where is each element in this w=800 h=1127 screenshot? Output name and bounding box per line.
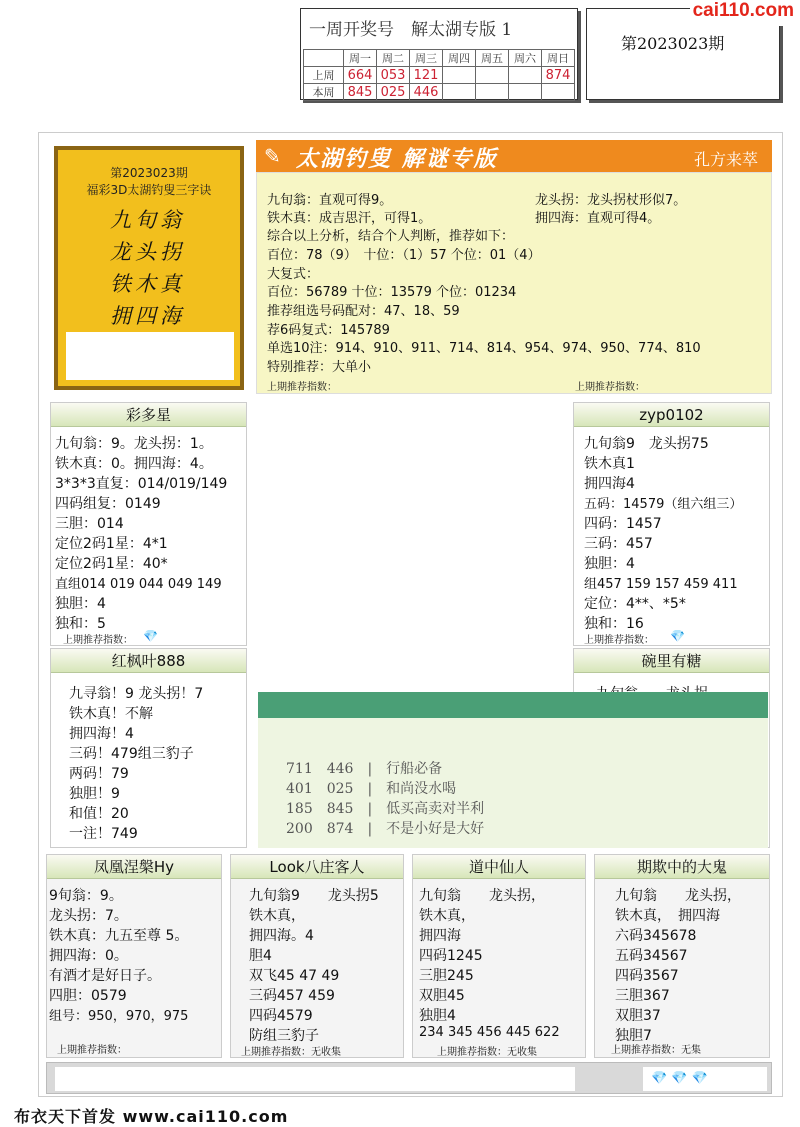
tip-line: 独胆：4	[55, 596, 106, 612]
rating-label: 上期推荐指数：	[63, 635, 133, 646]
row-label: 本周	[304, 84, 344, 101]
tip-line: 双胆37	[615, 1008, 661, 1024]
tip-line: 234 345 456 445 622	[419, 1025, 560, 1040]
box-title: 彩多星	[51, 403, 246, 427]
draw-value	[509, 67, 542, 84]
panel-issue: 第2023023期	[110, 166, 188, 180]
draw-value: 053	[377, 67, 410, 84]
tipster-box-look	[230, 854, 404, 1058]
poem-line: 185 845 | 低买高卖对半利	[286, 801, 485, 817]
draw-value: 845	[344, 84, 377, 101]
row-label: 上周	[304, 67, 344, 84]
box-title: 道中仙人	[413, 855, 585, 879]
panel-subtitle: 福彩3D太湖钓叟三字诀	[86, 183, 212, 197]
tip-line: 独胆：4	[584, 556, 635, 572]
rating-label: 上期推荐指数：	[57, 1045, 127, 1056]
tip-line: 四码3567	[615, 968, 679, 984]
draw-value	[443, 84, 476, 101]
tip-line: 三码：457	[584, 536, 653, 552]
riddle-line: 龙头拐	[110, 240, 185, 264]
main-title-bar	[256, 140, 772, 172]
main-credit: 孔方来萃	[693, 150, 758, 169]
tip-line: 和值！20	[69, 806, 129, 822]
main-analysis	[256, 172, 772, 394]
poem-line: 200 874 | 不是小好是大好	[286, 821, 485, 837]
analysis-line: 铁木真：成吉思汗，可得1。	[267, 211, 432, 226]
tip-line: 直组014 019 044 049 149	[55, 577, 222, 592]
tip-line: 组457 159 157 459 411	[584, 577, 738, 592]
tip-line: 铁木真， 拥四海	[615, 908, 720, 924]
rating-label: 上期推荐指数：无收集	[437, 1047, 537, 1058]
analysis-line: 拥四海：直观可得4。	[535, 211, 661, 226]
draw-value: 121	[410, 67, 443, 84]
tip-line: 三胆367	[615, 988, 670, 1004]
tip-line: 定位：4**、*5*	[584, 596, 686, 612]
tip-line: 三码457 459	[249, 988, 335, 1004]
tip-line: 拥四海！4	[69, 726, 134, 742]
panel-blank	[66, 332, 234, 380]
day-header: 周一	[344, 50, 377, 67]
day-header: 周四	[443, 50, 476, 67]
draw-value	[476, 67, 509, 84]
analysis-line: 百位：56789 十位：13579 个位：01234	[267, 285, 517, 300]
document-icon: ✎	[264, 144, 281, 168]
tip-line: 独和：5	[55, 616, 106, 632]
poem-line: 711 446 | 行船必备	[286, 761, 443, 777]
tipster-box-daozhong	[412, 854, 586, 1058]
tip-line: 三码！479组三豹子	[69, 746, 194, 762]
issue-number: 第2023023期	[621, 34, 725, 53]
box-title: zyp0102	[574, 403, 769, 427]
tip-line: 拥四海：0。	[49, 948, 128, 964]
tip-line: 胆4	[249, 948, 272, 964]
box-title: 期欺中的大鬼	[595, 855, 769, 879]
rating-label: 上期推荐指数：	[584, 635, 654, 646]
weekly-draw-box	[300, 8, 578, 100]
analysis-line: 荐6码复式：145789	[267, 323, 390, 338]
rating-label: 上期推荐指数：无集	[611, 1045, 701, 1056]
analysis-line: 特别推荐：大单小	[267, 360, 372, 375]
analysis-line: 综合以上分析，结合个人判断，推荐如下：	[267, 229, 515, 244]
rating-label: 上期推荐指数：无收集	[241, 1047, 341, 1058]
tip-line: 九寻翁！9 龙头拐！7	[69, 686, 204, 702]
riddle-line: 铁木真	[110, 272, 185, 296]
analysis-line: 百位：78（9） 十位：（1）57 个位：01（4）	[267, 248, 541, 263]
day-header: 周六	[509, 50, 542, 67]
bottom-bar	[46, 1062, 772, 1094]
tip-line: 组号：950，970，975	[49, 1009, 189, 1024]
tip-line: 定位2码1星：4*1	[55, 536, 168, 552]
tipster-box-qikuan	[594, 854, 770, 1058]
tip-line: 3*3*3直复：014/019/149	[55, 476, 228, 492]
draw-value	[542, 84, 575, 101]
tip-line: 独和：16	[584, 616, 644, 632]
diamond-icon: 💎	[670, 629, 685, 643]
tip-line: 五码34567	[615, 948, 688, 964]
diamond-icon: 💎	[143, 629, 158, 643]
diamond-icon: 💎 💎 💎	[651, 1071, 708, 1086]
day-header: 周三	[410, 50, 443, 67]
tipster-box-hongfengye	[50, 648, 247, 848]
tip-line: 三胆245	[419, 968, 474, 984]
tip-line: 拥四海。4	[249, 928, 314, 944]
analysis-line: 龙头拐：龙头拐杖形似7。	[535, 193, 687, 208]
draw-value	[443, 67, 476, 84]
tip-line: 九旬翁 龙头拐，	[615, 888, 741, 904]
tip-line: 独胆7	[615, 1028, 652, 1044]
tip-line: 独胆4	[419, 1008, 456, 1024]
draw-value: 874	[542, 67, 575, 84]
tip-line: 铁木真，	[249, 908, 305, 924]
tip-line: 铁木真1	[584, 456, 635, 472]
tipster-box-zyp	[573, 402, 770, 646]
riddle-line: 拥四海	[110, 304, 185, 328]
tip-line: 拥四海	[419, 928, 461, 944]
tip-line: 拥四海4	[584, 476, 635, 492]
poem-line: 401 025 | 和尚没水喝	[286, 781, 457, 797]
riddle-line: 九旬翁	[110, 208, 185, 232]
riddle-panel	[54, 146, 244, 390]
analysis-line: 大复式：	[267, 267, 320, 282]
tip-line: 一注！749	[69, 826, 138, 842]
rating-label: 上期推荐指数：	[575, 382, 645, 393]
main-title: 太湖钓叟 解谜专版	[296, 146, 498, 172]
box-title: 碗里有糖	[574, 649, 769, 673]
box-title: 红枫叶888	[51, 649, 246, 673]
tip-line: 四码：1457	[584, 516, 662, 532]
weekly-draw-table	[303, 49, 575, 101]
weekly-title: 一周开奖号 解太湖专版 1	[309, 20, 513, 40]
day-header: 周二	[377, 50, 410, 67]
brand-logo[interactable]: cai110.com	[690, 0, 800, 26]
tip-line: 双飞45 47 49	[249, 968, 340, 984]
day-header: 周五	[476, 50, 509, 67]
day-header: 周日	[542, 50, 575, 67]
tip-line: 铁木真，	[419, 908, 475, 924]
footer-brand[interactable]: 布衣天下首发 www.cai110.com	[14, 1107, 289, 1126]
tip-line: 四码组复：0149	[55, 496, 161, 512]
tip-line: 四码4579	[249, 1008, 313, 1024]
tipster-box-caiduoxing	[50, 402, 247, 646]
tip-line: 龙头拐：7。	[49, 908, 128, 924]
tip-line: 有酒才是好日子。	[49, 968, 161, 984]
tip-line: 定位2码1星：40*	[55, 556, 168, 572]
tip-line: 四码1245	[419, 948, 483, 964]
draw-value: 664	[344, 67, 377, 84]
draw-value	[476, 84, 509, 101]
tip-line: 双胆45	[419, 988, 465, 1004]
tip-line: 九旬翁9 龙头拐5	[249, 888, 379, 904]
draw-value: 025	[377, 84, 410, 101]
tip-line: 四胆：0579	[49, 988, 127, 1004]
analysis-line: 九旬翁：直观可得9。	[267, 193, 393, 208]
tip-line: 三胆：014	[55, 516, 124, 532]
analysis-line: 单选10注：914、910、911、714、814、954、974、950、774、810	[267, 341, 701, 356]
tip-line: 防组三豹子	[249, 1028, 319, 1044]
tipster-box-fenghuang	[46, 854, 222, 1058]
tip-line: 铁木真！不解	[69, 706, 153, 722]
tip-line: 独胆！9	[69, 786, 120, 802]
draw-value: 446	[410, 84, 443, 101]
rating-label: 上期推荐指数：	[267, 382, 337, 393]
tip-line: 九旬翁 龙头拐，	[419, 888, 545, 904]
poem-area	[258, 718, 768, 848]
tip-line: 9旬翁：9。	[49, 888, 123, 904]
tip-line: 五码：14579（组六组三）	[584, 497, 743, 512]
tip-line: 六码345678	[615, 928, 697, 944]
tip-line: 九旬翁：9。龙头拐：1。	[55, 436, 213, 452]
tip-line: 两码！79	[69, 766, 129, 782]
tip-line: 铁木真：九五至尊 5。	[49, 928, 189, 944]
box-title: 凤凰涅槃Hy	[47, 855, 221, 879]
analysis-line: 推荐组选号码配对：47、18、59	[267, 304, 460, 319]
box-title: Look八庄客人	[231, 855, 403, 879]
tip-line: 九旬翁9 龙头拐75	[584, 436, 709, 452]
tip-line: 铁木真：0。拥四海：4。	[55, 456, 213, 472]
green-divider	[258, 692, 768, 718]
draw-value	[509, 84, 542, 101]
